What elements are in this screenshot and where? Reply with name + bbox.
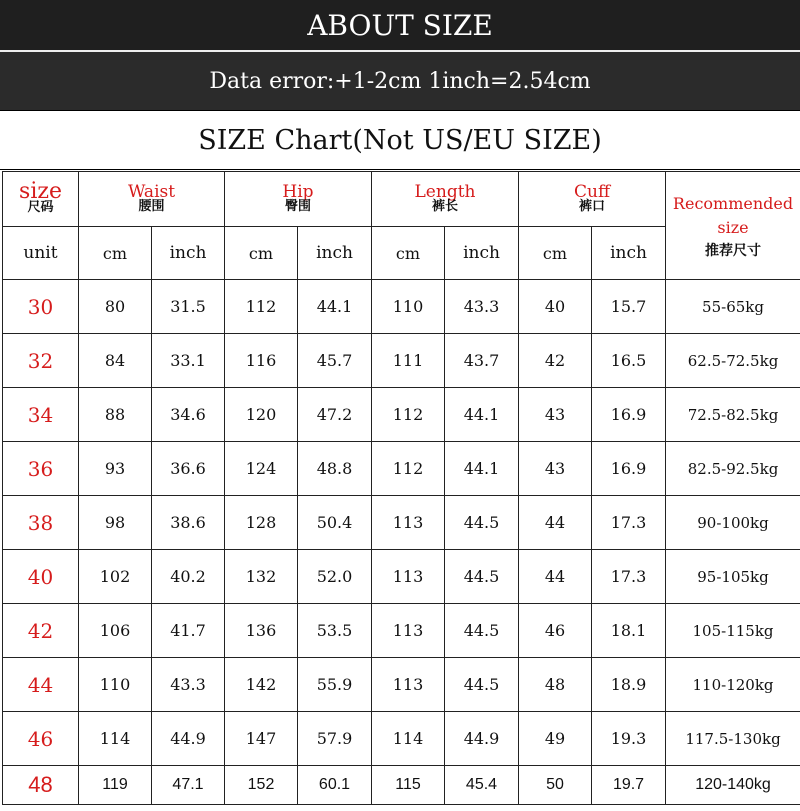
recommended-header xyxy=(666,172,800,280)
length-inch-cell: 44.5 xyxy=(445,550,519,604)
size-cell: 46 xyxy=(3,712,79,766)
size-cell: 42 xyxy=(3,604,79,658)
hip-inch-cell: 45.7 xyxy=(298,334,372,388)
note-text: Data error:+1-2cm 1inch=2.54cm xyxy=(209,68,591,94)
recommended-cell: 110-120kg xyxy=(666,658,800,712)
length-cm-cell: 112 xyxy=(372,388,445,442)
hip-inch-cell: 52.0 xyxy=(298,550,372,604)
waist-cm-cell: 88 xyxy=(79,388,152,442)
hip-inch-cell: 48.8 xyxy=(298,442,372,496)
cuff-cm-cell: 43 xyxy=(519,388,592,442)
length-cm-cell: 113 xyxy=(372,658,445,712)
waist-inch-cell: 41.7 xyxy=(152,604,225,658)
unit-label: unit xyxy=(3,227,79,280)
hip-inch-cell: 50.4 xyxy=(298,496,372,550)
waist-inch-cell: 44.9 xyxy=(152,712,225,766)
waist-cm-cell: 110 xyxy=(79,658,152,712)
waist-header-en: Waist xyxy=(127,182,176,202)
size-cell: 48 xyxy=(3,766,79,805)
cuff-cm-cell: 43 xyxy=(519,442,592,496)
hip-cm-cell: 120 xyxy=(225,388,298,442)
cuff-inch-cell: 19.3 xyxy=(592,712,666,766)
table-row xyxy=(3,712,800,766)
waist-cm-cell: 80 xyxy=(79,280,152,334)
hip-inch-cell: 44.1 xyxy=(298,280,372,334)
hip-cm-cell: 116 xyxy=(225,334,298,388)
size-header-zh: 尺码 xyxy=(27,200,54,215)
table-row xyxy=(3,604,800,658)
table-row xyxy=(3,280,800,334)
waist-inch-cell: 33.1 xyxy=(152,334,225,388)
waist-inch-cell: 38.6 xyxy=(152,496,225,550)
waist-header-zh: 腰围 xyxy=(138,199,165,214)
waist-cm-cell: 98 xyxy=(79,496,152,550)
recommended-cell: 82.5-92.5kg xyxy=(666,442,800,496)
length-inch-cell: 44.5 xyxy=(445,496,519,550)
waist-cm-cell: 84 xyxy=(79,334,152,388)
cuff-cm-cell: 44 xyxy=(519,550,592,604)
recommended-header-en: Recommended size xyxy=(672,193,794,237)
cuff-inch-cell: 16.9 xyxy=(592,388,666,442)
title-text: ABOUT SIZE xyxy=(307,8,493,42)
size-cell: 36 xyxy=(3,442,79,496)
waist-header xyxy=(79,172,225,227)
waist-inch-cell: 47.1 xyxy=(152,766,225,805)
cuff-cm-cell: 48 xyxy=(519,658,592,712)
waist-inch-cell: 31.5 xyxy=(152,280,225,334)
cuff-cm-cell: 42 xyxy=(519,334,592,388)
length-header-en: Length xyxy=(414,182,476,202)
waist-cm-label: cm xyxy=(79,227,152,280)
size-cell: 40 xyxy=(3,550,79,604)
hip-inch-label: inch xyxy=(298,227,372,280)
length-cm-label: cm xyxy=(372,227,445,280)
recommended-cell: 72.5-82.5kg xyxy=(666,388,800,442)
recommended-cell: 105-115kg xyxy=(666,604,800,658)
size-header xyxy=(3,172,79,227)
cuff-cm-cell: 49 xyxy=(519,712,592,766)
cuff-inch-cell: 15.7 xyxy=(592,280,666,334)
table-row xyxy=(3,550,800,604)
table-row xyxy=(3,658,800,712)
length-cm-cell: 112 xyxy=(372,442,445,496)
size-header-en: size xyxy=(19,179,62,204)
length-cm-cell: 110 xyxy=(372,280,445,334)
size-cell: 38 xyxy=(3,496,79,550)
waist-inch-cell: 43.3 xyxy=(152,658,225,712)
length-cm-cell: 114 xyxy=(372,712,445,766)
size-cell: 44 xyxy=(3,658,79,712)
cuff-header-en: Cuff xyxy=(573,182,611,202)
size-table xyxy=(2,171,800,805)
hip-header-en: Hip xyxy=(282,182,314,202)
hip-cm-cell: 128 xyxy=(225,496,298,550)
length-inch-cell: 43.7 xyxy=(445,334,519,388)
waist-inch-cell: 36.6 xyxy=(152,442,225,496)
hip-inch-cell: 57.9 xyxy=(298,712,372,766)
length-inch-cell: 44.1 xyxy=(445,388,519,442)
hip-cm-cell: 132 xyxy=(225,550,298,604)
recommended-cell: 120-140kg xyxy=(666,766,800,805)
recommended-cell: 90-100kg xyxy=(666,496,800,550)
cuff-cm-cell: 40 xyxy=(519,280,592,334)
hip-inch-cell: 53.5 xyxy=(298,604,372,658)
recommended-cell: 55-65kg xyxy=(666,280,800,334)
waist-cm-cell: 114 xyxy=(79,712,152,766)
recommended-cell: 117.5-130kg xyxy=(666,712,800,766)
hip-cm-cell: 147 xyxy=(225,712,298,766)
length-cm-cell: 115 xyxy=(372,766,445,805)
hip-cm-cell: 124 xyxy=(225,442,298,496)
table-row xyxy=(3,388,800,442)
hip-header-zh: 臀围 xyxy=(284,199,311,214)
table-row xyxy=(3,442,800,496)
cuff-inch-cell: 18.1 xyxy=(592,604,666,658)
header-row xyxy=(3,172,800,227)
table-row xyxy=(3,334,800,388)
table-row xyxy=(3,766,800,805)
table-row xyxy=(3,496,800,550)
length-header xyxy=(372,172,519,227)
hip-inch-cell: 55.9 xyxy=(298,658,372,712)
size-cell: 30 xyxy=(3,280,79,334)
hip-cm-cell: 112 xyxy=(225,280,298,334)
cuff-inch-cell: 16.5 xyxy=(592,334,666,388)
size-cell: 32 xyxy=(3,334,79,388)
hip-header xyxy=(225,172,372,227)
cuff-inch-cell: 18.9 xyxy=(592,658,666,712)
subtitle-text: SIZE Chart(Not US/EU SIZE) xyxy=(198,124,602,156)
cuff-inch-label: inch xyxy=(592,227,666,280)
waist-inch-label: inch xyxy=(152,227,225,280)
size-cell: 34 xyxy=(3,388,79,442)
length-cm-cell: 113 xyxy=(372,604,445,658)
hip-cm-label: cm xyxy=(225,227,298,280)
cuff-inch-cell: 17.3 xyxy=(592,496,666,550)
waist-cm-cell: 93 xyxy=(79,442,152,496)
measurement-note xyxy=(0,52,800,110)
waist-inch-cell: 40.2 xyxy=(152,550,225,604)
length-inch-cell: 44.5 xyxy=(445,604,519,658)
hip-inch-cell: 47.2 xyxy=(298,388,372,442)
waist-inch-cell: 34.6 xyxy=(152,388,225,442)
cuff-cm-label: cm xyxy=(519,227,592,280)
chart-subtitle xyxy=(0,110,800,170)
cuff-inch-cell: 17.3 xyxy=(592,550,666,604)
cuff-inch-cell: 19.7 xyxy=(592,766,666,805)
cuff-cm-cell: 50 xyxy=(519,766,592,805)
length-inch-cell: 44.5 xyxy=(445,658,519,712)
length-inch-cell: 44.1 xyxy=(445,442,519,496)
waist-cm-cell: 119 xyxy=(79,766,152,805)
cuff-inch-cell: 16.9 xyxy=(592,442,666,496)
length-inch-cell: 43.3 xyxy=(445,280,519,334)
recommended-cell: 62.5-72.5kg xyxy=(666,334,800,388)
length-header-zh: 裤长 xyxy=(431,199,458,214)
hip-cm-cell: 136 xyxy=(225,604,298,658)
hip-cm-cell: 152 xyxy=(225,766,298,805)
length-inch-cell: 45.4 xyxy=(445,766,519,805)
cuff-header xyxy=(519,172,666,227)
page-title xyxy=(0,0,800,50)
recommended-cell: 95-105kg xyxy=(666,550,800,604)
length-inch-cell: 44.9 xyxy=(445,712,519,766)
hip-cm-cell: 142 xyxy=(225,658,298,712)
length-cm-cell: 113 xyxy=(372,550,445,604)
cuff-header-zh: 裤口 xyxy=(579,199,606,214)
recommended-header-zh: 推荐尺寸 xyxy=(705,242,762,259)
length-inch-label: inch xyxy=(445,227,519,280)
cuff-cm-cell: 44 xyxy=(519,496,592,550)
waist-cm-cell: 102 xyxy=(79,550,152,604)
waist-cm-cell: 106 xyxy=(79,604,152,658)
hip-inch-cell: 60.1 xyxy=(298,766,372,805)
length-cm-cell: 113 xyxy=(372,496,445,550)
cuff-cm-cell: 46 xyxy=(519,604,592,658)
length-cm-cell: 111 xyxy=(372,334,445,388)
